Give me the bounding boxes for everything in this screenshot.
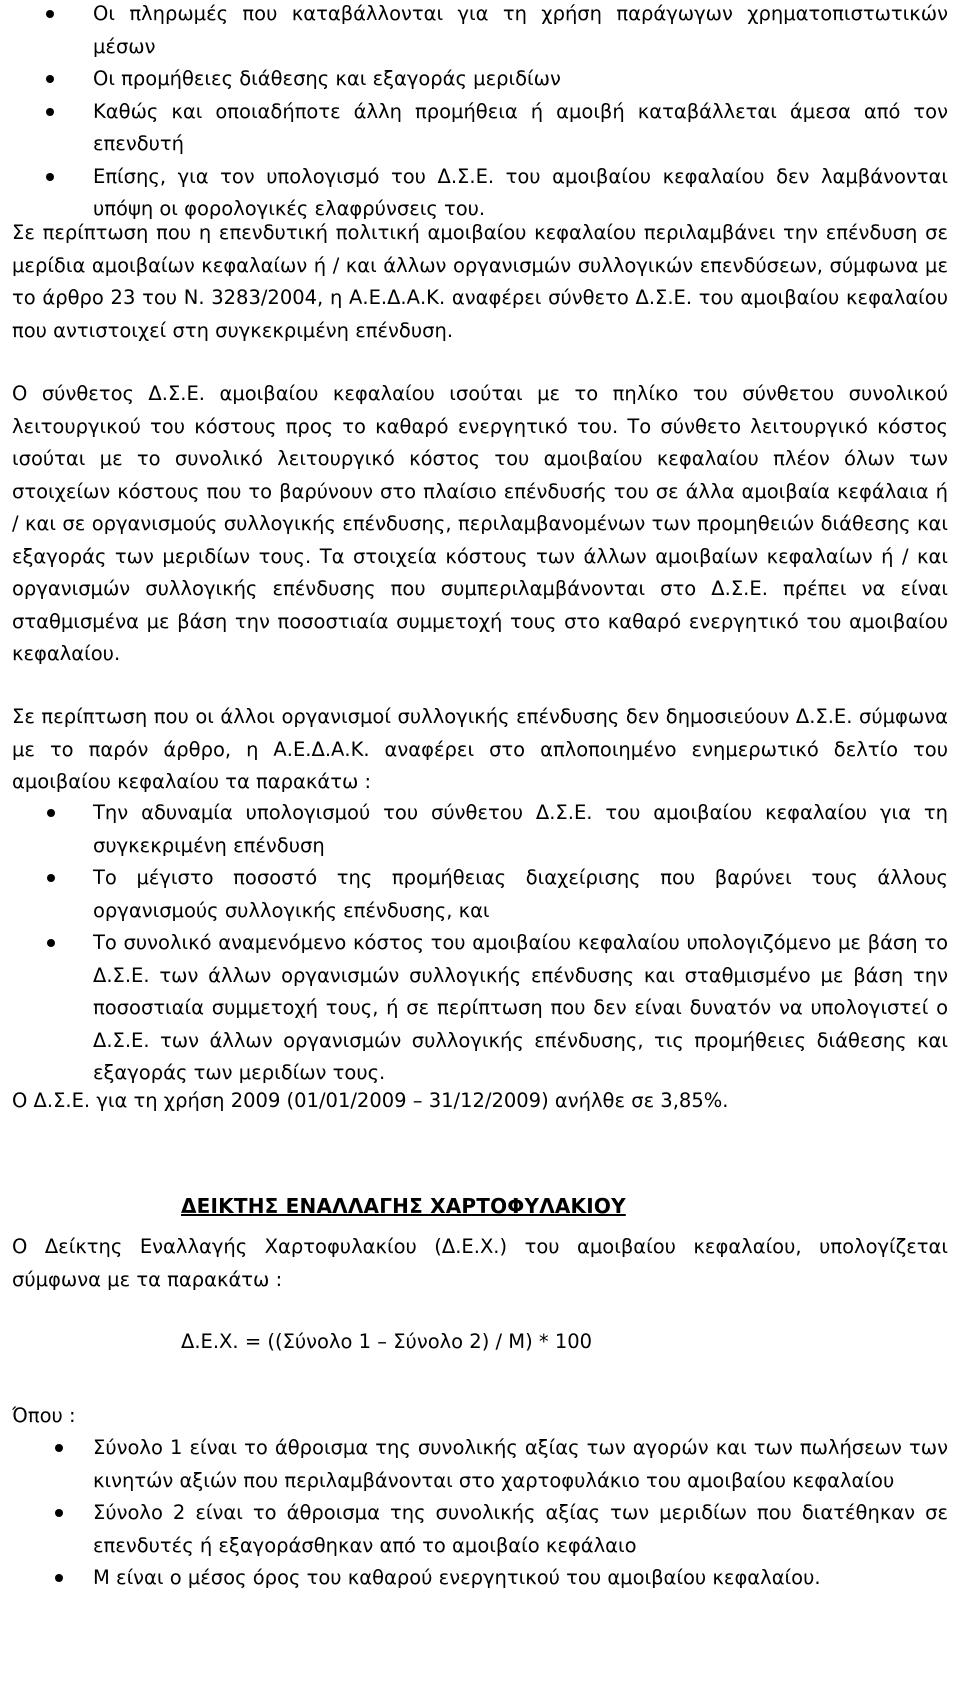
list-item: Επίσης, για τον υπολογισμό του Δ.Σ.Ε. του αμοιβαίου κεφαλαίου δεν λαμβάνονται υπόψη οι φορολογικές ελαφρύνσεις του. <box>0 161 960 226</box>
bullet-icon <box>46 10 54 18</box>
paragraph-composite-definition: Ο σύνθετος Δ.Σ.Ε. αμοιβαίου κεφαλαίου ισούται με το πηλίκο του σύνθετου συνολικού λειτουργικού του κόστους προς το καθαρό ενεργητικό του. Το σύνθετο λειτουργικό κόστος ισούται με το συνολικό λειτουργικό κόστος του αμοιβαίου κεφαλαίου πλέον όλων των στοιχείων κόστους που το βαρύνουν στο πλαίσιο επένδυσής του σε άλλα αμοιβαία κεφάλαια ή / και σε οργανισμούς συλλογικής επένδυσης, περιλαμβανομένων των προμηθειών διάθεσης και εξαγοράς των μεριδίων τους. Τα στοιχεία κόστους των άλλων αμοιβαίων κεφαλαίων ή / και οργανισμών συλλογικής επένδυσης που συμπεριλαμβάνονται στο Δ.Σ.Ε. πρέπει να είναι σταθμισμένα με βάση την ποσοστιαία συμμετοχή τους στο καθαρό ενεργητικό του αμοιβαίου κεφαλαίου. <box>12 382 948 665</box>
exclusions-list <box>0 0 960 226</box>
bullet-icon <box>55 1509 63 1517</box>
paragraph-composite-ter: Σε περίπτωση που η επενδυτική πολιτική αμοιβαίου κεφαλαίου περιλαμβάνει την επένδυση σε μερίδια αμοιβαίων κεφαλαίων ή / και άλλων οργανισμών συλλογικών επενδύσεων, σύμφωνα με το άρθρο 23 του Ν. 3283/2004, η Α.Ε.Δ.Α.Κ. αναφέρει σύνθετο Δ.Σ.Ε. του αμοιβαίου κεφαλαίου που αντιστοιχεί στη συγκεκριμένη επένδυση. <box>12 221 948 342</box>
list-item: Την αδυναμία υπολογισμού του σύνθετου Δ.Σ.Ε. του αμοιβαίου κεφαλαίου για τη συγκεκριμένη επένδυση <box>0 797 960 862</box>
ter-result: Ο Δ.Σ.Ε. για τη χρήση 2009 (01/01/2009 – 31/12/2009) ανήλθε σε 3,85%. <box>12 1089 729 1112</box>
list-item: Το συνολικό αναμενόμενο κόστος του αμοιβαίου κεφαλαίου υπολογιζόμενο με βάση το Δ.Σ.Ε. των άλλων οργανισμών συλλογικής επένδυσης και σταθμισμένο με βάση την ποσοστιαία συμμετοχή τους, ή σε περίπτωση που δεν είναι δυνατόν να υπολογιστεί ο Δ.Σ.Ε. των άλλων οργανισμών συλλογικής επένδυσης, τις προμήθειες διάθεσης και εξαγοράς των μεριδίων τους. <box>0 927 960 1090</box>
bullet-icon <box>47 874 55 882</box>
paragraph-other-funds: Σε περίπτωση που οι άλλοι οργανισμοί συλλογικής επένδυσης δεν δημοσιεύουν Δ.Σ.Ε. σύμφωνα με το παρόν άρθρο, η Α.Ε.Δ.Α.Κ. αναφέρει στο απλοποιημένο ενημερωτικό δελτίο του αμοιβαίου κεφαλαίου τα παρακάτω : <box>12 705 948 793</box>
definitions-list <box>0 1432 960 1595</box>
bullet-icon <box>47 809 55 817</box>
disclosure-list <box>0 797 960 1090</box>
bullet-icon <box>46 108 54 116</box>
where-label: Όπου : <box>12 1404 76 1427</box>
list-item: Σύνολο 1 είναι το άθροισμα της συνολικής αξίας των αγορών και των πωλήσεων των κινητών αξιών που περιλαμβάνονται στο χαρτοφυλάκιο του αμοιβαίου κεφαλαίου <box>0 1432 960 1497</box>
list-item: Καθώς και οποιαδήποτε άλλη προμήθεια ή αμοιβή καταβάλλεται άμεσα από τον επενδυτή <box>0 96 960 161</box>
bullet-icon <box>55 1574 63 1582</box>
paragraph-turnover-intro: Ο Δείκτης Εναλλαγής Χαρτοφυλακίου (Δ.Ε.Χ.) του αμοιβαίου κεφαλαίου, υπολογίζεται σύμφωνα με τα παρακάτω : <box>12 1235 948 1291</box>
list-item: Οι πληρωμές που καταβάλλονται για τη χρήση παράγωγων χρηματοπιστωτικών μέσων <box>0 0 960 63</box>
bullet-icon <box>55 1444 63 1452</box>
bullet-icon <box>46 75 54 83</box>
turnover-formula: Δ.Ε.Χ. = ((Σύνολο 1 – Σύνολο 2) / Μ) * 100 <box>181 1330 593 1353</box>
bullet-icon <box>47 939 55 947</box>
list-item: Σύνολο 2 είναι το άθροισμα της συνολικής αξίας των μεριδίων που διατέθηκαν σε επενδυτές ή εξαγοράσθηκαν από το αμοιβαίο κεφάλαιο <box>0 1497 960 1562</box>
list-item: Μ είναι ο μέσος όρος του καθαρού ενεργητικού του αμοιβαίου κεφαλαίου. <box>0 1562 960 1595</box>
list-item: Το μέγιστο ποσοστό της προμήθειας διαχείρισης που βαρύνει τους άλλους οργανισμούς συλλογικής επένδυσης, και <box>0 862 960 927</box>
section-heading: ΔΕΙΚΤΗΣ ΕΝΑΛΛΑΓΗΣ ΧΑΡΤΟΦΥΛΑΚΙΟΥ <box>181 1194 626 1218</box>
list-item: Οι προμήθειες διάθεσης και εξαγοράς μεριδίων <box>0 63 960 96</box>
bullet-icon <box>46 173 54 181</box>
